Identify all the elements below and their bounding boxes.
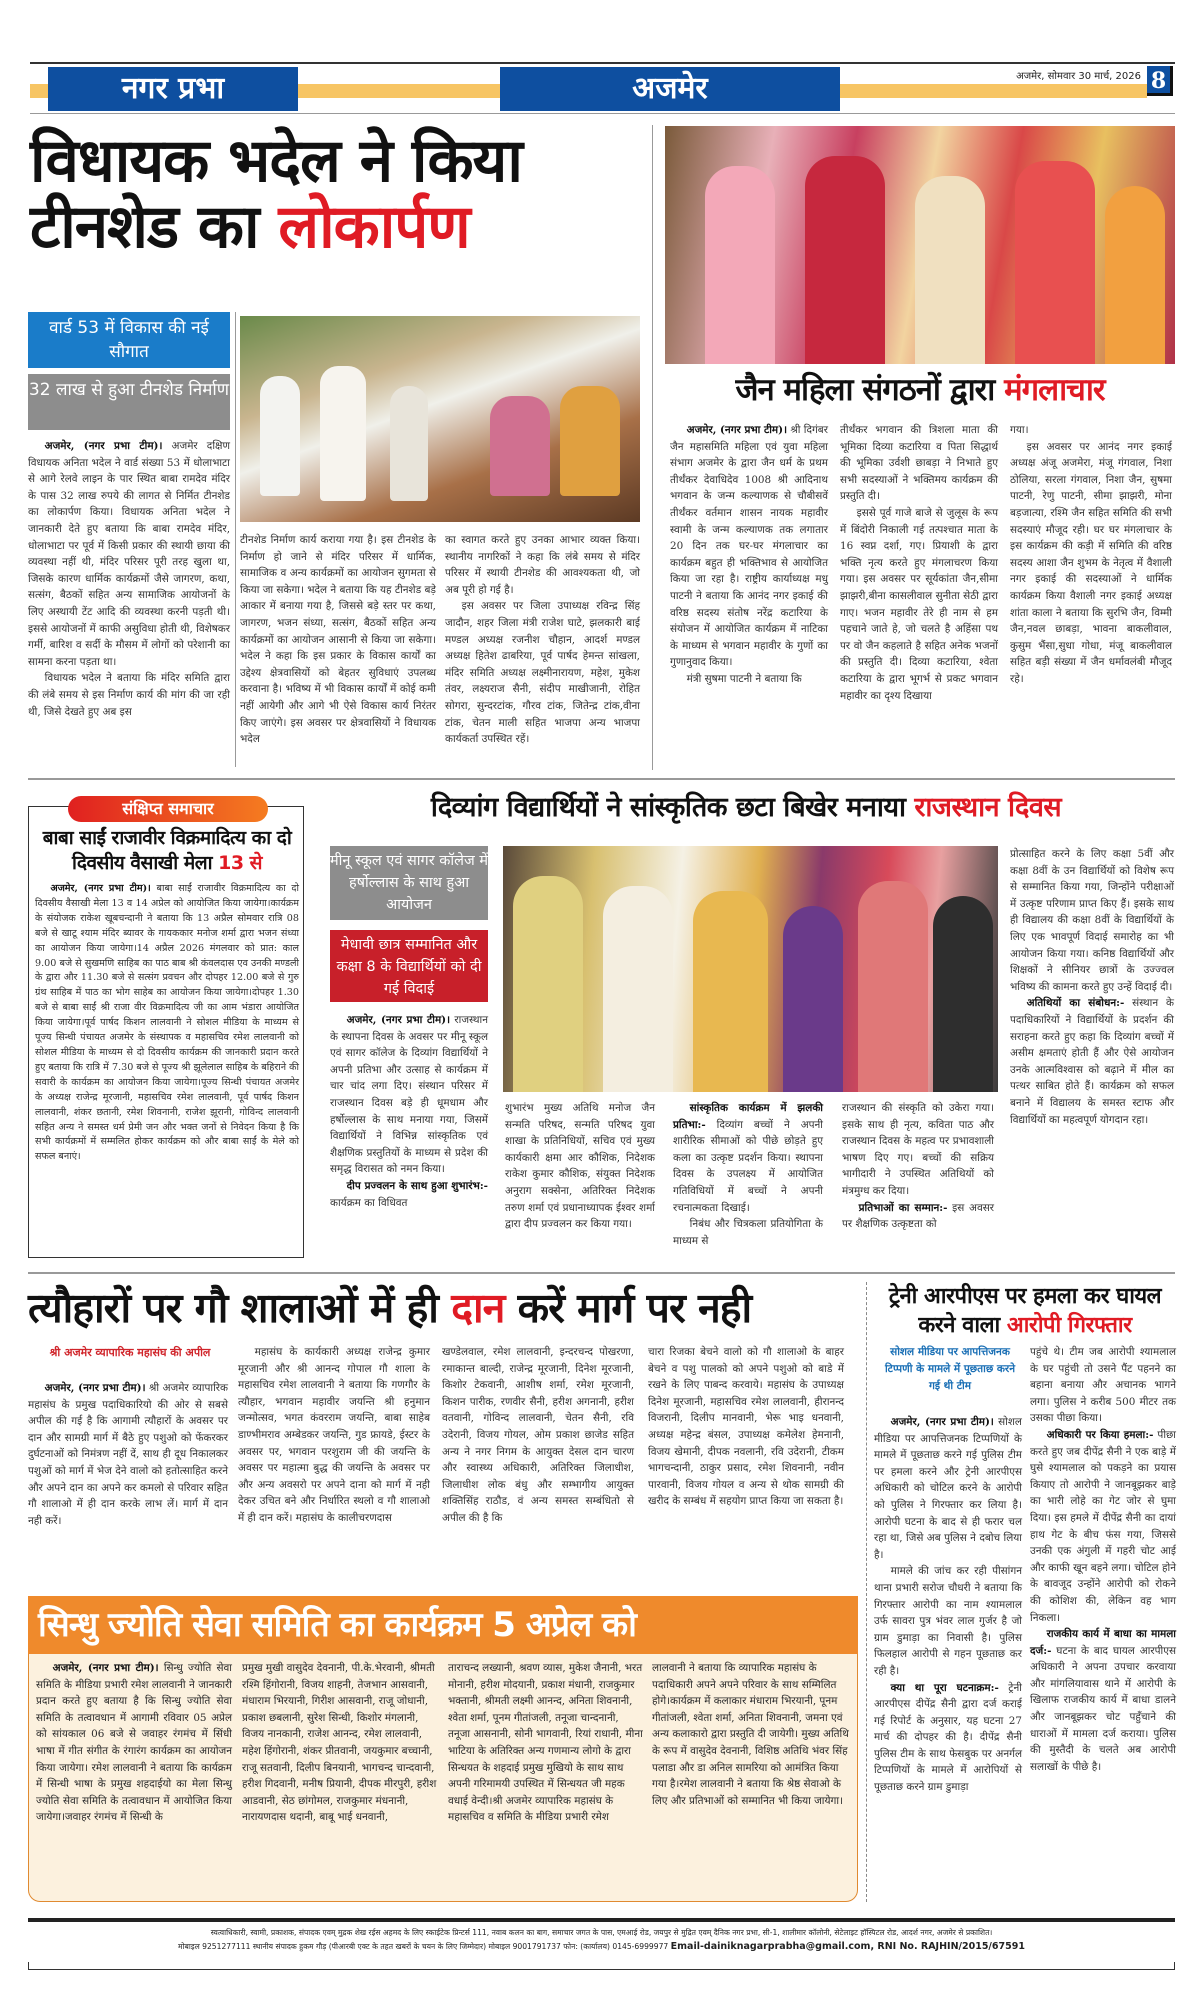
story4-headline-highlight: दान xyxy=(451,1284,505,1332)
brief-body xyxy=(35,882,299,1165)
story5-body: सोशल मीडिया पर आपत्तिजनक टिप्पणियों के मामले में पूछताछ करने गई पुलिस टीम पर हमला करने और ट्रेनी आरपीएस अधिकारी को चोटिल करने के आरोपी को पुलिस ने गिरफ्तार कर लिया है। आरोपी घटना के बाद से ही फरार चल रहा था, जिसे अब पुलिस ने दबोच लिया है। xyxy=(874,1416,1022,1561)
story2-headline xyxy=(665,370,1175,410)
story3-headline-text: दिव्यांग विद्यार्थियों ने सांस्कृतिक छटा बिखेर मनाया xyxy=(430,792,906,823)
story1-subhead-blue: वार्ड 53 में विकास की नई सौगात xyxy=(28,312,230,368)
story5-headline xyxy=(874,1282,1176,1340)
story2-body: गया। xyxy=(1010,424,1029,436)
story4-headline-text: करें मार्ग पर नही xyxy=(517,1284,752,1332)
story6-body: प्रमुख मुखी वासुदेव देवनानी, पी.के.भेरवानी, श्रीमती रश्मि हिंगोरानी, विजय शाहनी, तेजभान आसवानी, मंधाराम भिरयानी, गिरीश आसवानी, राजू जोधानी, प्रकाश छबलानी, सुरेश सिन्धी, किशोर मंगलानी, विजय नानकानी, राजेश आनन्द, रमेश लालवानी, महेश हिंगोरानी, शंकर प्रीतवानी, जयकुमार बच्चानी, राजू सतवानी, दिलीप बिनयानी, भागचन्द चान्दवानी, हरीश गिदवानी, मनीष प्रियानी, दीपक मीरपुरी, हरीश आडवानी, सेठ छांगोमल, राजकुमार मंधनानी, नारायणदास थदानी, बाबू भाई धनवानी, xyxy=(242,1662,437,1824)
imprint-rule xyxy=(28,1918,1175,1922)
story2-body: इस अवसर पर आनंद नगर इकाई अध्यक्ष अंजू अजमेरा, मंजू गंगवाल, निशा ठोलिया, सरला गंगवाल, निशा जैन, सुषमा पाटनी, रेणु पाटनी, सीमा झाझरी, मोना बड़जात्या, रश्मि जैन सहित समिति की सभी सदस्याएं मौजूद रही। घर घर मंगलाचार के इस कार्यक्रम की कड़ी में समिति की वरिष्ठ सदस्य आशा जैन शुभम के नेतृत्व में वैशाली नगर इकाई की सदस्याओं ने धार्मिक कार्यक्रम किया वैशाली नगर इकाई अध्यक्ष शांता काला ने बताया कि सुरभि जैन, विम्मी जैन,नवल छाबड़ा, भावना बाकलीवाल, कुसुम भैंसा,सुधा गोधा, मंजू बाकलीवाल सहित बड़ी संख्या में जैन धर्मावलंबी मौजूद रहे। xyxy=(1010,440,1172,685)
brief-dateline: अजमेर, (नगर प्रभा टीम)। xyxy=(50,883,151,894)
story3-body: राजस्थान की संस्कृति को उकेरा गया। इसके साथ ही नृत्य, कविता पाठ और राजस्थान दिवस के महत्व पर प्रभावशाली भाषण दिए गए। बच्चों की सक्रिय भागीदारी ने उपस्थित अतिथियों को मंत्रमुग्ध कर दिया। xyxy=(842,1102,994,1197)
story3-subheading: दीप प्रज्वलन के साथ हुआ शुभारंभ:- xyxy=(346,1179,488,1192)
story5-headline-highlight: आरोपी गिरफ्तार xyxy=(1006,1313,1132,1338)
story4-column-1 xyxy=(28,1380,228,1529)
story3-headline-highlight: राजस्थान दिवस xyxy=(914,792,1062,823)
story5-body: ट्रेनी आरपीएस दीपेंद्र सैनी द्वारा दर्ज कराई गई रिपोर्ट के अनुसार, यह घटना 27 मार्च की दोपहर की है। दीपेंद्र सैनी पुलिस टीम के साथ फेसबुक पर अनर्गल टिप्पणियों के मामले में आरोपियों से पूछताछ करने ग्राम डुमाड़ा xyxy=(874,1681,1022,1794)
story2-headline-highlight: मंगलाचार xyxy=(1004,372,1105,408)
story5-headline-text: ट्रेनी आरपीएस पर हमला कर घायल करने वाला xyxy=(888,1284,1162,1338)
story6-column-2 xyxy=(242,1660,438,1826)
story6-body: ताराचन्द लख्यानी, श्रवण व्यास, मुकेश जैनानी, भरत मोनानी, हरीश मोदयानी, प्रकाश मंधानी, राजकुमार भक्तानी, श्रीमती लक्ष्मी आनन्द, अनिता शिवनानी, श्वेता शर्मा, पूनम गीतांजली, तनूजा चान्दनानी, तनूजा आसनानी, सोनी भागवानी, रियां राधानी, मीना भाटिया के अतिरिक्त अन्य गणमान्य लोगो के द्वारा सिन्धयत के शहदाई प्रमुख मुखियो के साथ साथ अपनी गरिमामयी उपस्थित में सिन्धयत जी महक वधाई वेन्दी।श्री अजमेर व्यापारिक महासंघ के महासचिव व समिति के मीडिया प्रभारी रमेश xyxy=(448,1662,643,1824)
story3-column-5 xyxy=(1010,846,1174,1128)
story3-headline xyxy=(316,790,1176,826)
story3-column-3 xyxy=(673,1100,823,1249)
brief-headline-text: बाबा साईं राजावीर विक्रमादित्य का दो दिवसीय वैसाखी मेला xyxy=(42,827,292,874)
story3-subheading: सांस्कृतिक कार्यक्रम में झलकी प्रतिभा:- xyxy=(673,1102,823,1131)
story1-headline xyxy=(30,128,640,260)
story3-body: कार्यक्रम का विधिवत xyxy=(330,1196,408,1209)
issue-date: अजमेर, सोमवार 30 मार्च, 2026 xyxy=(1016,71,1141,82)
story4-body: श्री अजमेर व्यापारिक महासंघ के प्रमुख पदाधिकारियो की ओर से सबसे अपील की गई है कि आगामी त्यौहारों के अवसर पर दान और सामग्री मार्ग में बैठे हुए पशुओ को फेंकरकर दुर्घटनाओं को निमंत्रण नहीं दें, साथ ही दूध निकालकर पशुओं को मार्ग में भेज देने वालो को हतोत्साहित करने और अपने दान का अपने कर कमलो से परिवार सहित गौ शालाओ में ही दान करके लाभ लें। मार्ग में दान नही करें। xyxy=(28,1382,228,1527)
imprint-frame xyxy=(28,1962,1175,1970)
story5-body: पहुंचे थे। टीम जब आरोपी श्यामलाल के घर पहुंची तो उसने पैंट पहनने का बहाना बनाया और अचानक भागने लगा। पुलिस ने करीब 500 मीटर तक उसका पीछा किया। xyxy=(1030,1346,1176,1425)
brief-headline xyxy=(34,826,300,876)
story5-dateline: अजमेर, (नगर प्रभा टीम)। xyxy=(890,1416,994,1428)
story1-body: विधायक भदेल ने बताया कि मंदिर समिति द्वारा की लंबे समय से इस निर्माण कार्य की मांग की जा रही थी, जिसे देखते हुए अब इस xyxy=(28,672,230,718)
story2-dateline: अजमेर, (नगर प्रभा टीम)। xyxy=(686,424,788,436)
story1-dateline: अजमेर, (नगर प्रभा टीम)। xyxy=(44,440,163,452)
story2-body: श्री दिगंबर जैन महासमिति महिला एवं युवा महिला संभाग अजमेर के द्वारा जैन धर्म के प्रथम तीर्थंकर देवाधिदेव 1008 श्री आदिनाथ भगवान के जन्म कल्याणक से चौबीसवें तीर्थंकर वर्तमान शासन नायक महावीर स्वामी के जन्म कल्याणक तक लगातार 20 दिन तक घर-घर मंगलाचार का कार्यक्रम बहुत ही भक्तिभाव से आयोजित किया जा रहा है। राष्ट्रीय कार्याध्यक्ष मधु पाटनी ने बताया कि आनंद नगर इकाई की वरिष्ठ सदस्य संतोष नरेंद्र कटारिया के संयोजन में आयोजित कार्यक्रम में नाटिका के माध्यम से भगवान महावीर के गुणों का गुणानुवाद किया। xyxy=(670,424,828,669)
story3-column-4 xyxy=(842,1100,994,1233)
story6-body: सिन्धु ज्योति सेवा समिति के मीडिया प्रभारी रमेश लालवानी ने जानकारी प्रदान करते हुए बताया है कि सिन्धु ज्योति सेवा समिति के तत्वावधान में आगामी रविवार 05 अप्रेल को सांयकाल 06 बजे से जवाहर रंगमंच में सिंधी भाषा में गीत संगीत के रंगारंग कार्यक्रम का आयोजन किया जायेगा। रमेश लालवानी ने बताया कि कार्यक्रम में सिन्धी भाषा के प्रमुख शहदाईयो का मेला सिन्धु ज्योति सेवा समिति के तत्वावधान में आयोजित किया जायेगा।जवाहर रंगमंच में सिन्धी के xyxy=(36,1662,232,1824)
story4-dateline: अजमेर, (नगर प्रभा टीम)। xyxy=(44,1382,146,1394)
story4-column-3 xyxy=(442,1344,634,1527)
story6-column-1 xyxy=(36,1660,232,1826)
story3-subhead-red: मेधावी छात्र सम्मानित और कक्षा 8 के विद्यार्थियों को दी गई विदाई xyxy=(330,930,488,1002)
story6-body: लालवानी ने बताया कि व्यापारिक महासंघ के पदाधिकारी अपने अपने परिवार के साथ सम्मिलित होगे।कार्यक्रम में कलाकार मंधाराम भिरयानी, पूनम गीतांजली, श्वेता शर्मा, अनिता शिवनानी, जमना एवं अन्य कलाकारो द्वारा प्रस्तुति दी जायेगी। मुख्य अतिथि के रूप में वासुदेव देवनानी, विशिष्ठ अतिथि भंवर सिंह पलाडा और डा अनिल सामरिया को आमंत्रित किया गया है।रमेश लालवानी ने बताया कि श्रेष्ठ सेवाओ के लिए और प्रतिभाओं को सम्मानित भी किया जायेगा। xyxy=(652,1662,849,1807)
story4-body: महासंघ के कार्यकारी अध्यक्ष राजेन्द्र कुमार मूरजानी और श्री आनन्द गोपाल गौ शाला के महासचिव रमेश लालवानी ने बताया कि गणगौर के त्यौहार, भगवान महावीर जयन्ति श्री हनुमान जन्मोत्सव, भगत कंवरराम जयन्ति, बाबा साहेब डाण्भीमराव अम्बेडकर जयन्ति, गुड फ्रायडे, ईस्टर के अवसर पर, भगवान परशुराम जी की जयन्ति के अवसर पर महात्मा बुद्ध की जयन्ति के अवसर पर और अन्य अवसरो पर अपने दाना को मार्ग में नही देकर उचित बने और निर्धारित स्थलो व गौ शालाओ में ही दान करें। महासंघ के कालीचरणदास xyxy=(238,1346,430,1524)
story2-column-2 xyxy=(840,422,998,704)
column-divider xyxy=(652,125,653,770)
imprint xyxy=(28,1926,1175,1954)
section-divider xyxy=(28,1272,1175,1274)
story5-body: घटना के बाद घायल आरपीएस अधिकारी ने अपना उपचार करवाया और मांगलियावास थाने में आरोपी के खिलाफ राजकीय कार्य में बाधा डालने और जानबूझकर चोट पहुँचाने की धाराओं में मामला दर्ज कराया। पुलिस की मुस्तैदी के चलते अब आरोपी सलाखों के पीछे है। xyxy=(1030,1644,1176,1773)
story1-body: का स्वागत करते हुए उनका आभार व्यक्त किया। स्थानीय नागरिकों ने कहा कि लंबे समय से मंदिर परिसर में स्थायी टीनशेड की आवश्यकता थी, जो अब पूरी हो गई है। xyxy=(445,534,640,596)
story5-subheading: राजकीय कार्य में बाधा का मामला दर्ज:- xyxy=(1030,1628,1176,1657)
story5-body: पीछा करते हुए जब दीपेंद्र सैनी ने एक बाड़े में घुसे श्यामलाल को पकड़ने का प्रयास कियाए तो आरोपी ने जानबूझकर बाड़े का भारी लोहे का गेट जोर से घुमा दिया। इस हमले में दीपेंद्र सैनी का दायां हाथ गेट के बीच फंस गया, जिससे उनकी एक अंगुली में गहरी चोट आई और काफी खून बहने लगा। चोटिल होने के बावजूद उन्होंने आरोपी को रोकने की कोशिश की, लेकिन वह भाग निकला। xyxy=(1030,1428,1176,1624)
story2-body: मंत्री सुषमा पाटनी ने बताया कि xyxy=(686,672,802,685)
page-number: 8 xyxy=(1147,66,1173,96)
story3-subheading: अतिथियों का संबोधन:- xyxy=(1026,997,1125,1010)
story2-body: तीर्थंकर भगवान की त्रिशला माता की भूमिका दिव्या कटारिया व पिता सिद्धार्थ की भूमिका उर्वशी छाबड़ा ने निभाते हुए सभी सदस्याओं ने भक्तिमय कार्यक्रम की प्रस्तुति दी। xyxy=(840,424,998,503)
story2-photo xyxy=(665,126,1175,364)
story3-body: निबंध और चित्रकला प्रतियोगिता के माध्यम से xyxy=(673,1218,823,1247)
story1-subhead-gray: 32 लाख से हुआ टीनशेड निर्माण xyxy=(28,374,230,430)
imprint-email-rni: Email-dainiknagarprabha@gmail.com, RNI No. RAJHIN/2015/67591 xyxy=(670,1941,1025,1952)
story4-column-4 xyxy=(648,1344,844,1510)
story1-headline-text: विधायक भदेल ने किया टीनशेड का xyxy=(30,126,522,262)
story1-column-2 xyxy=(240,532,436,748)
story3-body: शुभारंभ मुख्य अतिथि मनोज जैन सन्मति परिषद, सन्मति परिषद युवा शाखा के प्रतिनिधियों, सचिव एवं मुख्य कार्यकारी क्षमा आर कौशिक, निदेशक राकेश कुमार कौशिक, संयुक्त निदेशक अनुराग सक्सेना, अतिरिक्त निदेशक तरुण शर्मा एवं प्रधानाध्यापक ईश्वर शर्मा द्वारा दीप प्रज्वलन कर किया गया। xyxy=(505,1102,655,1231)
story4-column-2 xyxy=(238,1344,430,1527)
story6-headline: सिन्धु ज्योति सेवा समिति का कार्यक्रम 5 अप्रेल को xyxy=(28,1596,858,1654)
imprint-line: स्वत्वाधिकारी, स्वामी, प्रकाशक, संपादक एवम् मुद्रक शेख रईस अहमद के लिए स्काईटेक प्रिन्टर्स 111, नवाब कलन का बाग, समाचार जगत के पास, एमआई रोड, जयपुर से मुद्रित एवम् दैनिक नगर प्रभा, सी-1, शालीमार कॉलोनी, सेटेलाइट हॉस्पिटल रोड, आदर्श नगर, अजमेर से प्रकाशित। xyxy=(210,1928,993,1937)
story6-dateline: अजमेर, (नगर प्रभा टीम)। xyxy=(52,1662,159,1674)
section-divider xyxy=(28,778,1175,780)
story3-body: राजस्थान के स्थापना दिवस के अवसर पर मीनू स्कूल एवं सागर कॉलेज के दिव्यांग विद्यार्थियों ने अपनी प्रतिभा और उत्साह से कार्यक्रम में चार चांद लगा दिए। संस्थान परिसर में राजस्थान दिवस बड़े ही धूमधाम और हर्षोल्लास के साथ मनाया गया, जिसमें विद्यार्थियों ने विभिन्न सांस्कृतिक एवं शैक्षणिक प्रस्तुतियों के माध्यम से प्रदेश की समृद्ध विरासत को नमन किया। xyxy=(330,1014,488,1176)
story4-headline-text: त्यौहारों पर गौ शालाओं में ही xyxy=(28,1284,438,1332)
story4-headline xyxy=(28,1282,858,1334)
story1-body: अजमेर दक्षिण विधायक अनिता भदेल ने वार्ड संख्या 53 में धोलाभाटा से आगे रेलवे लाइन के पार स्थित बाबा रामदेव मंदिर के पास 32 लाख रुपये की लागत से निर्मित टीनशेड का लोकार्पण किया। विधायक अनिता भदेल ने जानकारी देते हुए बताया कि बाबा रामदेव मंदिर, धोलाभाटा पर पूर्व में किसी प्रकार की स्थायी छाया की व्यवस्था नहीं थी, मंदिर परिसर पूरी तरह खुला था, जिसके कारण धार्मिक कार्यक्रमों जैसे जागरण, कथा, सत्संग, बैठकों सहित अन्य सामाजिक आयोजनों के लिए अस्थायी टेंट आदि की व्यवस्था करनी पड़ती थी। इससे आयोजनों में काफी असुविधा होती थी, विशेषकर गर्मी, बारिश व सर्दी के मौसम में लोगों को परेशानी का सामना करना पड़ता था। xyxy=(28,440,230,668)
brief-label: संक्षिप्त समाचार xyxy=(68,796,268,822)
story1-photo xyxy=(240,316,640,522)
story3-subheading: प्रतिभाओं का सम्मान:- xyxy=(858,1201,948,1214)
story2-column-3 xyxy=(1010,422,1172,688)
story5-column-1 xyxy=(874,1414,1022,1796)
story5-column-2 xyxy=(1030,1344,1176,1775)
story3-body: प्रोत्साहित करने के लिए कक्षा 5वीं और कक्षा 8वीं के उन विद्यार्थियों को विशेष रूप से सम्मानित किया गया, जिन्होंने परीक्षाओं में उत्कृष्ट परिणाम प्राप्त किए हैं। इसके साथ ही विद्यालय की कक्षा 8वीं के विद्यार्थियों के लिए एक भावपूर्ण विदाई समारोह का भी आयोजन किया गया। कनिष्ठ विद्यार्थियों और शिक्षकों ने सीनियर छात्रों के उज्ज्वल भविष्य की कामना करते हुए उन्हें विदाई दी। xyxy=(1010,848,1174,993)
brief-headline-highlight: 13 से xyxy=(218,852,263,874)
brief-text: बाबा साईं राजावीर विक्रमादित्य का दो दिवसीय वैसाखी मेला 13 व 14 अप्रेल को आयोजित किया जायेगा।कार्यक्रम के संयोजक राकेश खूबचन्दानी ने बताया कि 13 अप्रैल सोमवार रात्रि 08 बजे से खाटू श्याम मंदिर ब्यावर के गायककार मनोज शर्मा द्वारा भजन संध्या का आयोजन किया जायेगा।14 अप्रैल 2026 मंगलवार को प्रात: काल 9.00 बजे से सुखमणि साहिब का पाठ बाब श्री कंवलदास एव उनकी मण्डली के द्वारा और 11.30 बजे से सत्संग प्रवचन और दोपहर 12.00 बजे से गुरु ग्रंथ साहिब में पाठ का भोग साहेब का आयोजन किया जायेगा।दोपहर 1.30 बजे से बाबा साईं श्री राजा वीर विक्रमादित्य जी का आम भंडारा आयोजित किया जायेगा।पूर्व पार्षद किशन लालवानी ने सोशल मीडिया के माध्यम से पूज्य सिन्धी पंचायत अजमेर के संस्थापक व महासचिव रमेश लालवानी को सोशल मीडिया के माध्यम से दो दिवसीय कार्यक्रम की जानकारी प्रदान करते हुए बताया कि रात्रि में 7.30 बजे से पूज्य श्री झूलेलाल साहिब के बहिराने की सवारी के कार्यक्रम का आयोजन किया जायेगा।पूज्य सिन्धी पंचायत अजमेर के अध्यक्ष राजेन्द्र मूरजानी, महासचिव रमेश लालवानी, पूर्व पार्षद किशन लालवानी, शंकर छतानी, रमेश शिवनानी, राजेश झूरानी, गोविन्द लालवानी सहित अन्य ने समस्त धर्म प्रेमी जन और भक्त जनों से निवेदन किया है कि सभी कार्यक्रमों में सम्मलित होकर कार्यक्रम को और बाबा साईं के मेले को सफल बनाएं। xyxy=(35,883,299,1163)
story1-column-3 xyxy=(445,532,640,748)
story5-subheading: क्या था पूरा घटनाक्रम:- xyxy=(890,1681,999,1694)
story3-body: संस्थान के पदाधिकारियों ने विद्यार्थियों के प्रदर्शन की सराहना करते हुए कहा कि दिव्यांग बच्चों में असीम क्षमताएं होती हैं और ऐसे आयोजन उनके आत्मविश्वास को बढ़ाने में मील का पत्थर साबित होते हैं। कार्यक्रम को सफल बनाने में विद्यालय के समस्त स्टाफ और विद्यार्थियों का महत्वपूर्ण योगदान रहा। xyxy=(1010,997,1174,1126)
column-divider xyxy=(866,1282,867,1902)
story4-body: चारा रिजका बेचने वालो को गौ शालाओ के बाहर बेचने व पशु पालको को अपने पशुओ को बाडे में रखने के लिए पाबन्द करवाये। महासंघ के उपाध्यक्ष दिनेश मूरजानी, महासचिव रमेश लालवानी, हीरानन्द विजरानी, दिलीप मानवानी, भेरू भाइ धनवानी, अध्यक्ष महेन्द्र बंसल, उपाध्यक्ष कमेलेश हेमनानी, विजय खेमानी, दीपक नवलानी, रवि उदेरानी, टीकम भागचन्दानी, ठाकुर प्रसाद, रमेश शिवनानी, नवीन पारवानी, विजय गोयल व अन्य से थोक सामग्री की खरीद के सम्बंध में सहयोग प्राप्त किया जा सकता है। xyxy=(648,1346,844,1508)
story2-body: इससे पूर्व गाजे बाजे से जुलूस के रूप में बिंदोरी निकाली गई तत्पश्चात माता के 16 स्वप्न दर्शा, गए। प्रियाशी के द्वारा भक्ति नृत्य करते हुए मंगलाचरण किया गया। इस अवसर पर सूर्यकांता जैन,सीमा झाझरी,बीना कासलीवाल सुनीता सेठी द्वारा गाए। भजन महावीर तेरे ही नाम से हम पहचाने जाते हे, जो चलते है अहिंसा पथ पर वो जैन कहलाते है सहित अनेक भजनों की प्रस्तुति दी। दिव्या कटारिया, श्वेता कटारिया के द्वारा भूगर्भ से प्रकट भगवान महावीर का दृश्य दिखाया xyxy=(840,506,998,702)
story3-column-1 xyxy=(330,1012,488,1211)
city-name: अजमेर xyxy=(500,67,840,111)
story3-photo xyxy=(503,846,998,1092)
masthead xyxy=(30,62,1175,114)
story3-body: दिव्यांग बच्चों ने अपनी शारीरिक सीमाओं को पीछे छोड़ते हुए कला का उत्कृष्ट प्रदर्शन किया। स्थापना दिवस के उपलक्ष्य में आयोजित गतिविधियों में बच्चों ने अपनी रचनात्मकता दिखाई। xyxy=(673,1118,823,1214)
story4-kicker: श्री अजमेर व्यापारिक महासंघ की अपील xyxy=(49,1346,211,1359)
story4-body: खण्डेलवाल, रमेश लालवानी, इन्दरचन्द पोखरणा, रमाकान्त बाल्दी, राजेन्द्र मूरजानी, दिनेश मूरजानी, किशोर टेकवानी, आशीष शर्मा, रमेश मूरजानी, किशन पारीक, रणवीर सैनी, हरीश अगनानी, हरीश वतवानी, गोविन्द लालवानी, चेतन सैनी, रवि उदेरानी, विजय गोयल, ओम प्रकाश छाजेड सहित अन्य ने नगर निगम के आयुक्त देसल दान चारण और स्वास्थ्य अधिकारी, अतिरिक्त जिलाधीश, जिलाधीश लोक बंधु और सम्भागीय आयुक्त शक्तिसिंह राठौड, वं अन्य समस्त सम्बंधितो से अपील की है कि xyxy=(442,1346,634,1524)
section-name: नगर प्रभा xyxy=(48,67,298,111)
story1-body: टीनशेड निर्माण कार्य कराया गया है। इस टीनशेड के निर्माण हो जाने से मंदिर परिसर में धार्मिक, सामाजिक व अन्य कार्यक्रमों का आयोजन सुगमता से किया जा सकेगा। भदेल ने बताया कि यह टीनशेड बड़े आकार में बनाया गया है, जिससे बड़े स्तर पर कथा, जागरण, भजन संध्या, सत्संग, बैठकों सहित अन्य कार्यक्रमों का आयोजन आसानी से किया जा सकेगा। भदेल ने कहा कि इस प्रकार के विकास कार्यों का उद्देश्य क्षेत्रवासियों को बेहतर सुविधाएं उपलब्ध करवाना है। भविष्य में भी विकास कार्यों में कोई कमी नहीं आयेगी और आगे भी ऐसे विकास कार्य निरंतर किए जाएंगे। इस अवसर पर क्षेत्रवासियों ने विधायक भदेल xyxy=(240,534,436,746)
story1-column-1 xyxy=(28,438,230,720)
story5-kicker: सोशल मीडिया पर आपत्तिजनक टिप्पणी के मामले में पूछताछ करने गई थी टीम xyxy=(884,1346,1016,1392)
story3-body: इस अवसर पर शैक्षणिक उत्कृष्टता को xyxy=(842,1201,994,1231)
story1-headline-highlight: लोकार्पण xyxy=(278,192,470,262)
story2-column-1 xyxy=(670,422,828,688)
story3-dateline: अजमेर, (नगर प्रभा टीम)। xyxy=(346,1014,451,1026)
column-divider xyxy=(235,312,236,767)
story6-column-4 xyxy=(652,1660,850,1809)
story3-subhead-gray: मीनू स्कूल एवं सागर कॉलेज में हर्षोल्लास के साथ हुआ आयोजन xyxy=(330,846,488,920)
imprint-contact: मोबाइल 9251277111 स्थानीय संपादक हुकम गौड़ (पीआरबी एक्ट के तहत खबरों के चयन के लिए जिम्मेदार) मोबाइल 9001791737 फोन: (कार्यालय) 0145-6999977 xyxy=(178,1942,669,1951)
story2-headline-text: जैन महिला संगठनों द्वारा xyxy=(735,372,995,408)
story1-body: इस अवसर पर जिला उपाध्यक्ष रविन्द्र सिंह जादौन, शहर जिला मंत्री राजेश घाटे, झलकारी बाई मण्डल अध्यक्ष रजनीश चौहान, आदर्श मण्डल अध्यक्ष हितेश ढाबरिया, पूर्व पार्षद हेमन्त सांखला, मंदिर समिति अध्यक्ष लक्ष्मीनारायण, महेश, मुकेश तंवर, लक्ष्यराज सैनी, संदीप माखीजानी, रोहित सोगरा, सुन्दरटांक, गौरव टांक, जितेन्द्र टांक,वीना टांक, चेतन माली सहित भाजपा अन्य भाजपा कार्यकर्ता उपस्थित रहें। xyxy=(445,600,640,746)
story3-column-2 xyxy=(505,1100,655,1233)
story6-column-3 xyxy=(448,1660,644,1826)
story5-body: मामले की जांच कर रही पीसांगन थाना प्रभारी सरोज चौधरी ने बताया कि गिरफ्तार आरोपी का नाम श्यामलाल उर्फ सावरा पुत्र भंवर लाल गुर्जर है जो ग्राम डुमाड़ा का निवासी है। पुलिस फिलहाल आरोपी से गहन पूछताछ कर रही है। xyxy=(874,1565,1022,1677)
story5-subheading: अधिकारी पर किया हमला:- xyxy=(1046,1428,1154,1441)
